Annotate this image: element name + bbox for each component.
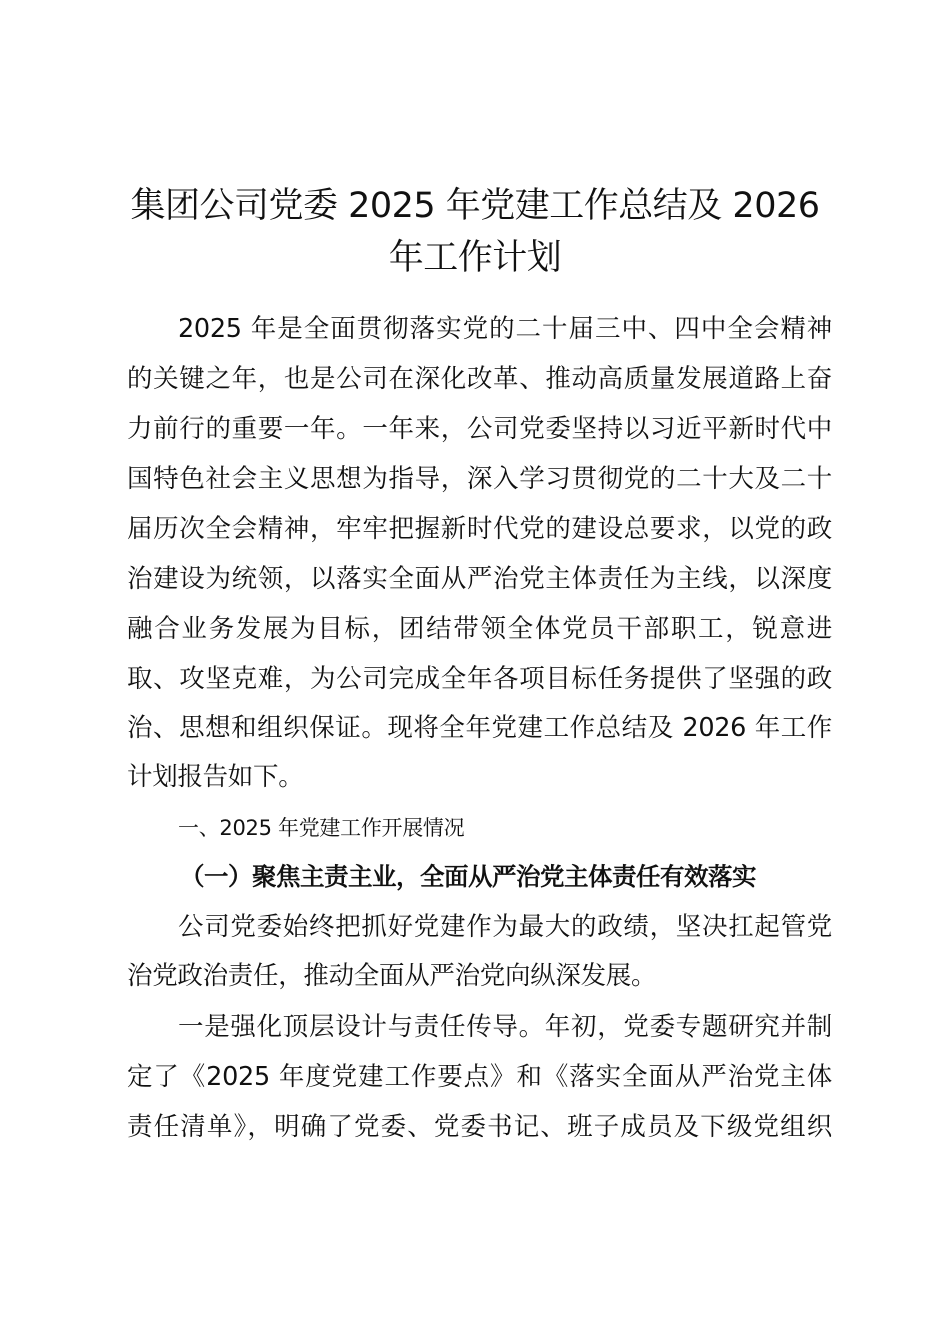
subsection-1-line-2: 治党政治责任，推动全面从严治党向纵深发展。 bbox=[127, 961, 657, 991]
subsection-heading-1: （一）聚焦主责主业，全面从严治党主体责任有效落实 bbox=[180, 862, 756, 891]
document-title-line-2: 年工作计划 bbox=[388, 238, 562, 278]
intro-line-9: 治、思想和组织保证。现将全年党建工作总结及 2026 年工作 bbox=[127, 713, 832, 743]
intro-line-8: 取、攻坚克难，为公司完成全年各项目标任务提供了坚强的政 bbox=[127, 664, 832, 694]
point-1-line-3: 责任清单》，明确了党委、党委书记、班子成员及下级党组织 bbox=[127, 1112, 832, 1142]
intro-line-1: 2025 年是全面贯彻落实党的二十届三中、四中全会精神 bbox=[178, 314, 832, 344]
subsection-1-line-1: 公司党委始终把抓好党建作为最大的政绩，坚决扛起管党 bbox=[178, 912, 832, 942]
intro-line-6: 治建设为统领，以落实全面从严治党主体责任为主线，以深度 bbox=[127, 564, 832, 594]
point-1-line-1: 一是强化顶层设计与责任传导。年初，党委专题研究并制 bbox=[178, 1012, 832, 1042]
document-title-line-1: 集团公司党委 2025 年党建工作总结及 2026 bbox=[130, 186, 820, 226]
point-1-line-2: 定了《2025 年度党建工作要点》和《落实全面从严治党主体 bbox=[127, 1062, 832, 1092]
intro-line-3: 力前行的重要一年。一年来，公司党委坚持以习近平新时代中 bbox=[127, 414, 832, 444]
section-heading-1: 一、2025 年党建工作开展情况 bbox=[178, 816, 465, 840]
intro-line-7: 融合业务发展为目标，团结带领全体党员干部职工，锐意进 bbox=[127, 614, 832, 644]
intro-line-4: 国特色社会主义思想为指导，深入学习贯彻党的二十大及二十 bbox=[127, 464, 832, 494]
intro-line-10: 计划报告如下。 bbox=[127, 762, 304, 792]
intro-line-5: 届历次全会精神，牢牢把握新时代党的建设总要求，以党的政 bbox=[127, 514, 832, 544]
intro-line-2: 的关键之年，也是公司在深化改革、推动高质量发展道路上奋 bbox=[127, 364, 832, 394]
